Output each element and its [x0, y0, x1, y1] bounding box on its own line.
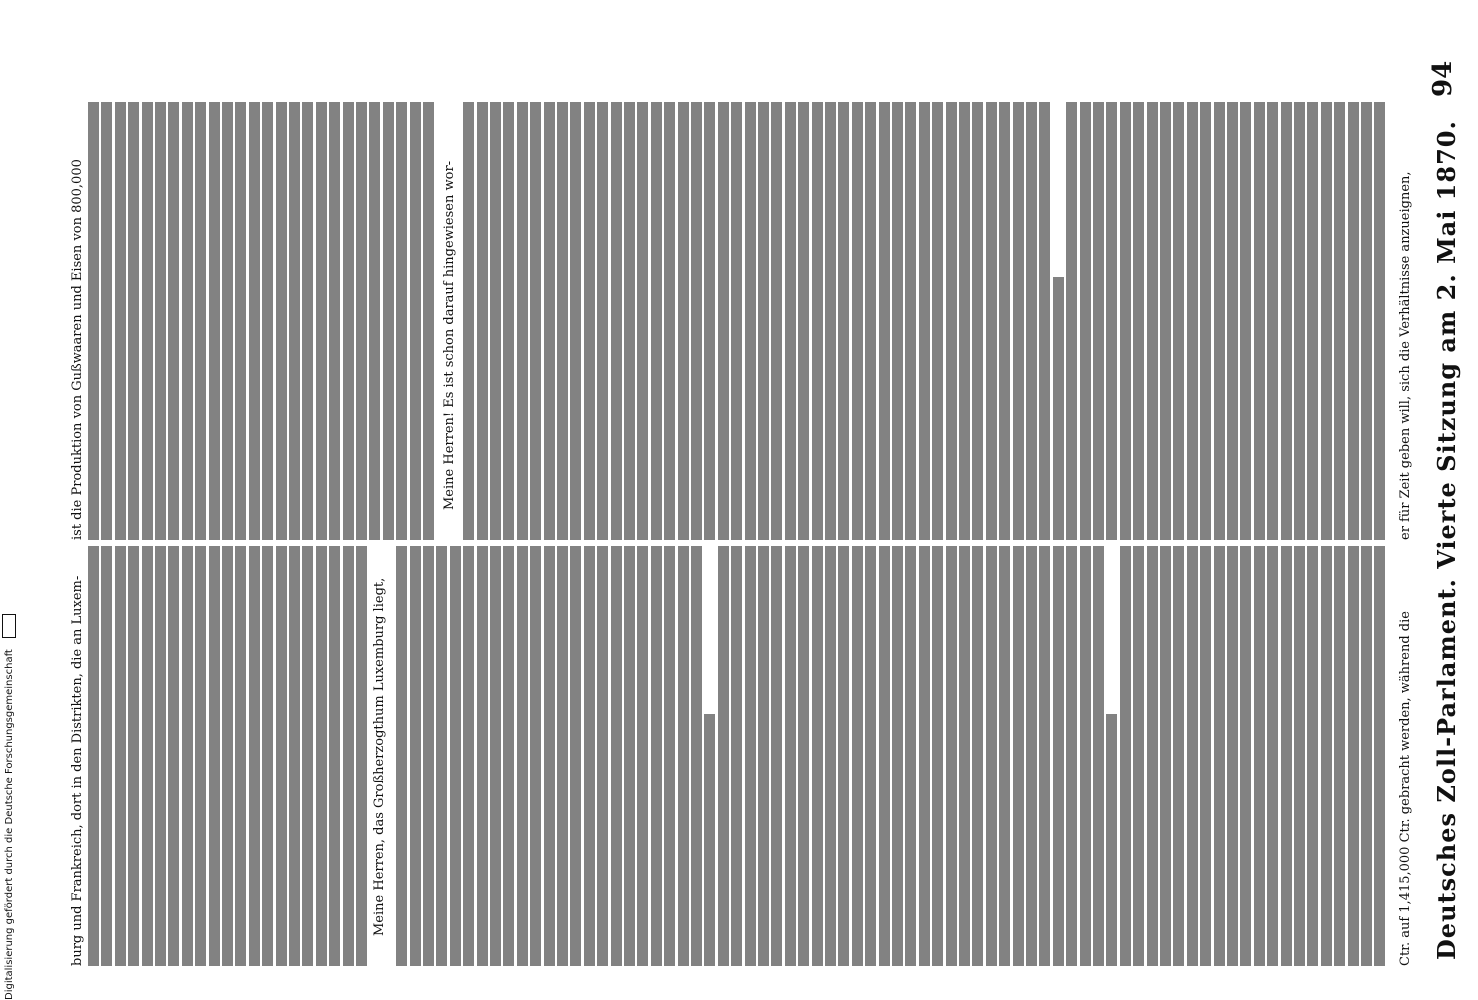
text-line [905, 546, 916, 966]
text-line [1334, 102, 1345, 540]
text-line [302, 546, 313, 966]
text-line [530, 546, 541, 966]
text-line [262, 546, 273, 966]
text-column-left [70, 102, 1413, 540]
text-line [490, 546, 501, 966]
text-line [892, 102, 903, 540]
text-line [852, 546, 863, 966]
text-line [1307, 546, 1318, 966]
text-line [329, 546, 340, 966]
text-line [142, 546, 153, 966]
text-line [530, 102, 541, 540]
text-line [584, 102, 595, 540]
text-line [785, 546, 796, 966]
text-line [678, 102, 689, 540]
text-line [1187, 102, 1198, 540]
text-line [1106, 102, 1117, 540]
text-line [624, 546, 635, 966]
text-line [1254, 102, 1265, 540]
text-line [262, 102, 273, 540]
text-line [745, 546, 756, 966]
page-number: 94 [1428, 60, 1458, 97]
text-column-right [70, 546, 1413, 966]
text-line [142, 102, 153, 540]
text-line [1013, 546, 1024, 966]
text-line [396, 546, 407, 966]
text-line [450, 546, 461, 966]
text-line [624, 102, 635, 540]
text-line [410, 546, 421, 966]
text-line [222, 546, 233, 966]
text-line [1120, 546, 1131, 966]
text-line [222, 102, 233, 540]
text-line [182, 546, 193, 966]
text-line [503, 102, 514, 540]
text-line [128, 546, 139, 966]
text-line [356, 102, 367, 540]
text-line [1187, 546, 1198, 966]
text-line [329, 102, 340, 540]
text-line [396, 102, 407, 540]
left-column-paragraph: Meine Herren! Es ist schon darauf hingewiesen wor- [442, 160, 457, 510]
text-line [704, 102, 715, 540]
text-line [316, 102, 327, 540]
text-line [611, 546, 622, 966]
text-line [88, 546, 99, 966]
text-line [1147, 102, 1158, 540]
text-line [771, 546, 782, 966]
text-line [168, 102, 179, 540]
text-line [678, 546, 689, 966]
text-line [1026, 102, 1037, 540]
text-line [88, 102, 99, 540]
page-header [1422, 0, 1478, 1000]
text-line [919, 102, 930, 540]
text-line [718, 102, 729, 540]
text-line [477, 546, 488, 966]
text-line [825, 546, 836, 966]
text-line [1133, 546, 1144, 966]
text-line [905, 102, 916, 540]
text-line [1013, 102, 1024, 540]
text-line [1227, 546, 1238, 966]
text-line [611, 102, 622, 540]
text-line [651, 102, 662, 540]
text-line [517, 102, 528, 540]
text-line [1026, 546, 1037, 966]
left-column-first-line: er für Zeit geben will, sich die Verhältnisse anzueignen, [1398, 171, 1413, 540]
credit-text: Digitalisierung gefördert durch die Deutsche Forschungsgemeinschaft [4, 649, 15, 1000]
text-line [195, 102, 206, 540]
text-line [879, 102, 890, 540]
text-line [637, 546, 648, 966]
text-line [959, 546, 970, 966]
text-line [691, 546, 702, 966]
left-column-last-line: ist die Produktion von Gußwaaren und Eisen von 800,000 [70, 159, 85, 540]
text-line [115, 546, 126, 966]
text-line [289, 546, 300, 966]
text-line [1240, 102, 1251, 540]
text-line [1348, 546, 1359, 966]
text-line [249, 102, 260, 540]
text-line [879, 546, 890, 966]
text-line [115, 102, 126, 540]
text-line [1133, 102, 1144, 540]
text-line [1267, 546, 1278, 966]
text-line [1080, 546, 1091, 966]
text-line [235, 102, 246, 540]
text-line [276, 546, 287, 966]
text-line [155, 102, 166, 540]
text-line [316, 546, 327, 966]
text-line [1173, 102, 1184, 540]
text-line [919, 546, 930, 966]
text-line [798, 546, 809, 966]
text-line [276, 102, 287, 540]
text-line [343, 546, 354, 966]
text-line [946, 102, 957, 540]
text-line [463, 546, 474, 966]
text-line [570, 546, 581, 966]
text-line [302, 102, 313, 540]
text-line [1254, 546, 1265, 966]
text-line [1214, 546, 1225, 966]
text-line [1080, 102, 1091, 540]
text-line [410, 102, 421, 540]
text-line [731, 546, 742, 966]
text-line [101, 102, 112, 540]
text-line [369, 102, 380, 540]
text-line [1053, 277, 1064, 540]
text-line [1307, 102, 1318, 540]
text-line [865, 102, 876, 540]
right-column-last-line: burg und Frankreich, dort in den Distrikten, die an Luxem- [70, 575, 85, 966]
text-line [1321, 102, 1332, 540]
digitization-credit [2, 0, 22, 1000]
text-line [155, 546, 166, 966]
text-line [731, 102, 742, 540]
text-line [1120, 102, 1131, 540]
text-line [557, 546, 568, 966]
text-line [986, 102, 997, 540]
text-line [477, 102, 488, 540]
text-line [1240, 546, 1251, 966]
dfg-logo-icon [2, 614, 16, 638]
text-line [651, 546, 662, 966]
text-line [852, 102, 863, 540]
text-line [128, 102, 139, 540]
text-line [101, 546, 112, 966]
text-line [383, 102, 394, 540]
text-line [209, 546, 220, 966]
text-line [959, 102, 970, 540]
text-line [691, 102, 702, 540]
text-line [758, 546, 769, 966]
text-line [1147, 546, 1158, 966]
left-column-body [70, 102, 1410, 540]
text-line [771, 102, 782, 540]
text-line [195, 546, 206, 966]
text-line [182, 102, 193, 540]
text-line [664, 102, 675, 540]
text-line [825, 102, 836, 540]
text-line [1053, 546, 1064, 966]
text-line [423, 102, 434, 540]
text-line [517, 546, 528, 966]
text-line [1200, 102, 1211, 540]
text-line [1227, 102, 1238, 540]
text-line [557, 102, 568, 540]
text-line [999, 546, 1010, 966]
right-column-body [70, 546, 1410, 966]
text-line [1039, 102, 1050, 540]
right-column-first-line: Ctr. auf 1,415,000 Ctr. gebracht werden, während die [1398, 611, 1413, 966]
text-line [1093, 102, 1104, 540]
text-line [1348, 102, 1359, 540]
text-line [209, 102, 220, 540]
text-line [235, 546, 246, 966]
text-line [798, 102, 809, 540]
right-column-paragraph: Meine Herren, das Großherzogthum Luxemburg liegt, [372, 577, 387, 936]
text-line [1334, 546, 1345, 966]
text-line [1267, 102, 1278, 540]
text-line [1214, 102, 1225, 540]
text-line [584, 546, 595, 966]
text-line [597, 102, 608, 540]
text-line [1093, 546, 1104, 966]
text-line [972, 546, 983, 966]
text-line [999, 102, 1010, 540]
text-line [986, 546, 997, 966]
text-line [1281, 102, 1292, 540]
text-line [423, 546, 434, 966]
text-line [1160, 102, 1171, 540]
text-line [503, 546, 514, 966]
text-line [1361, 102, 1372, 540]
text-line [972, 102, 983, 540]
text-line [1294, 102, 1305, 540]
text-line [704, 714, 715, 966]
text-line [168, 546, 179, 966]
text-line [812, 102, 823, 540]
text-line [745, 102, 756, 540]
text-line [463, 102, 474, 540]
text-line [1039, 546, 1050, 966]
text-line [1294, 546, 1305, 966]
page-title: Deutsches Zoll-Parlament. Vierte Sitzung am 2. Mai 1870. [1432, 120, 1461, 960]
text-line [1173, 546, 1184, 966]
text-line [490, 102, 501, 540]
text-line [1281, 546, 1292, 966]
text-line [249, 546, 260, 966]
text-line [1374, 102, 1385, 540]
text-line [892, 546, 903, 966]
text-line [1160, 546, 1171, 966]
text-line [946, 546, 957, 966]
text-line [758, 102, 769, 540]
text-line [1066, 102, 1077, 540]
text-line [932, 546, 943, 966]
text-line [343, 102, 354, 540]
text-line [1374, 546, 1385, 966]
text-line [436, 546, 447, 966]
text-line [1066, 546, 1077, 966]
text-line [1106, 714, 1117, 966]
text-line [932, 102, 943, 540]
text-line [1321, 546, 1332, 966]
text-line [718, 546, 729, 966]
text-line [544, 102, 555, 540]
text-line [356, 546, 367, 966]
text-line [1361, 546, 1372, 966]
text-line [597, 546, 608, 966]
text-line [785, 102, 796, 540]
text-line [838, 102, 849, 540]
text-line [812, 546, 823, 966]
text-line [289, 102, 300, 540]
text-line [664, 546, 675, 966]
text-line [637, 102, 648, 540]
text-line [570, 102, 581, 540]
text-line [1200, 546, 1211, 966]
text-line [544, 546, 555, 966]
text-line [838, 546, 849, 966]
text-line [865, 546, 876, 966]
